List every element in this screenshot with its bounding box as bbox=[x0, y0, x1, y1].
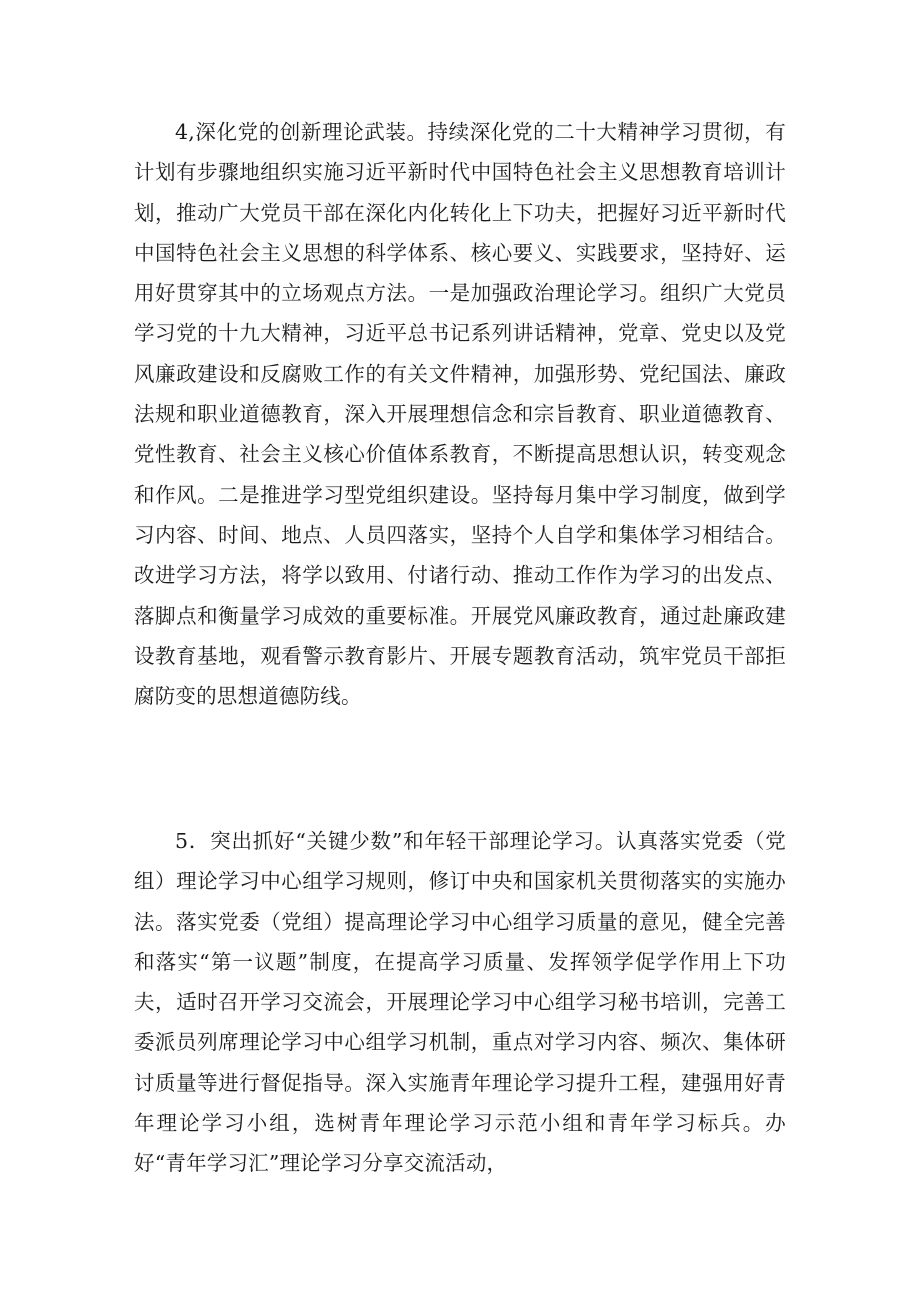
paragraph-item-5: 5．突出抓好“关键少数”和年轻干部理论学习。认真落实党委（党组）理论学习中心组学习规则，修订中央和国家机关贯彻落实的实施办法。落实党委（党组）提高理论学习中心组学习质量的意见，健全完善和落实“第一议题”制度，在提高学习质量、发挥领学促学作用上下功夫，适时召开学习交流会，开展理论学习中心组学习秘书培训，完善工委派员列席理论学习中心组学习机制，重点对学习内容、频次、集体研讨质量等进行督促指导。深入实施青年理论学习提升工程，建强用好青年理论学习小组，选树青年理论学习示范小组和青年学习标兵。办好“青年学习汇”理论学习分享交流活动， bbox=[134, 829, 786, 1176]
paragraph-item-4: 4,深化党的创新理论武装。持续深化党的二十大精神学习贯彻，有计划有步骤地组织实施习近平新时代中国特色社会主义思想教育培训计划，推动广大党员干部在深化内化转化上下功夫，把握好习近平新时代中国特色社会主义思想的科学体系、核心要义、实践要求，坚持好、运用好贯穿其中的立场观点方法。一是加强政治理论学习。组织广大党员学习党的十九大精神，习近平总书记系列讲话精神，党章、党史以及党风廉政建设和反腐败工作的有关文件精神，加强形势、党纪国法、廉政法规和职业道德教育，深入开展理想信念和宗旨教育、职业道德教育、党性教育、社会主义核心价值体系教育，不断提高思想认识，转变观念和作风。二是推进学习型党组织建设。坚持每月集中学习制度，做到学习内容、时间、地点、人员四落实，坚持个人自学和集体学习相结合。改进学习方法，将学以致用、付诸行动、推动工作作为学习的出发点、落脚点和衡量学习成效的重要标准。开展党风廉政教育，通过赴廉政建设教育基地，观看警示教育影片、开展专题教育活动，筑牢党员干部拒腐防变的思想道德防线。 bbox=[134, 120, 786, 709]
